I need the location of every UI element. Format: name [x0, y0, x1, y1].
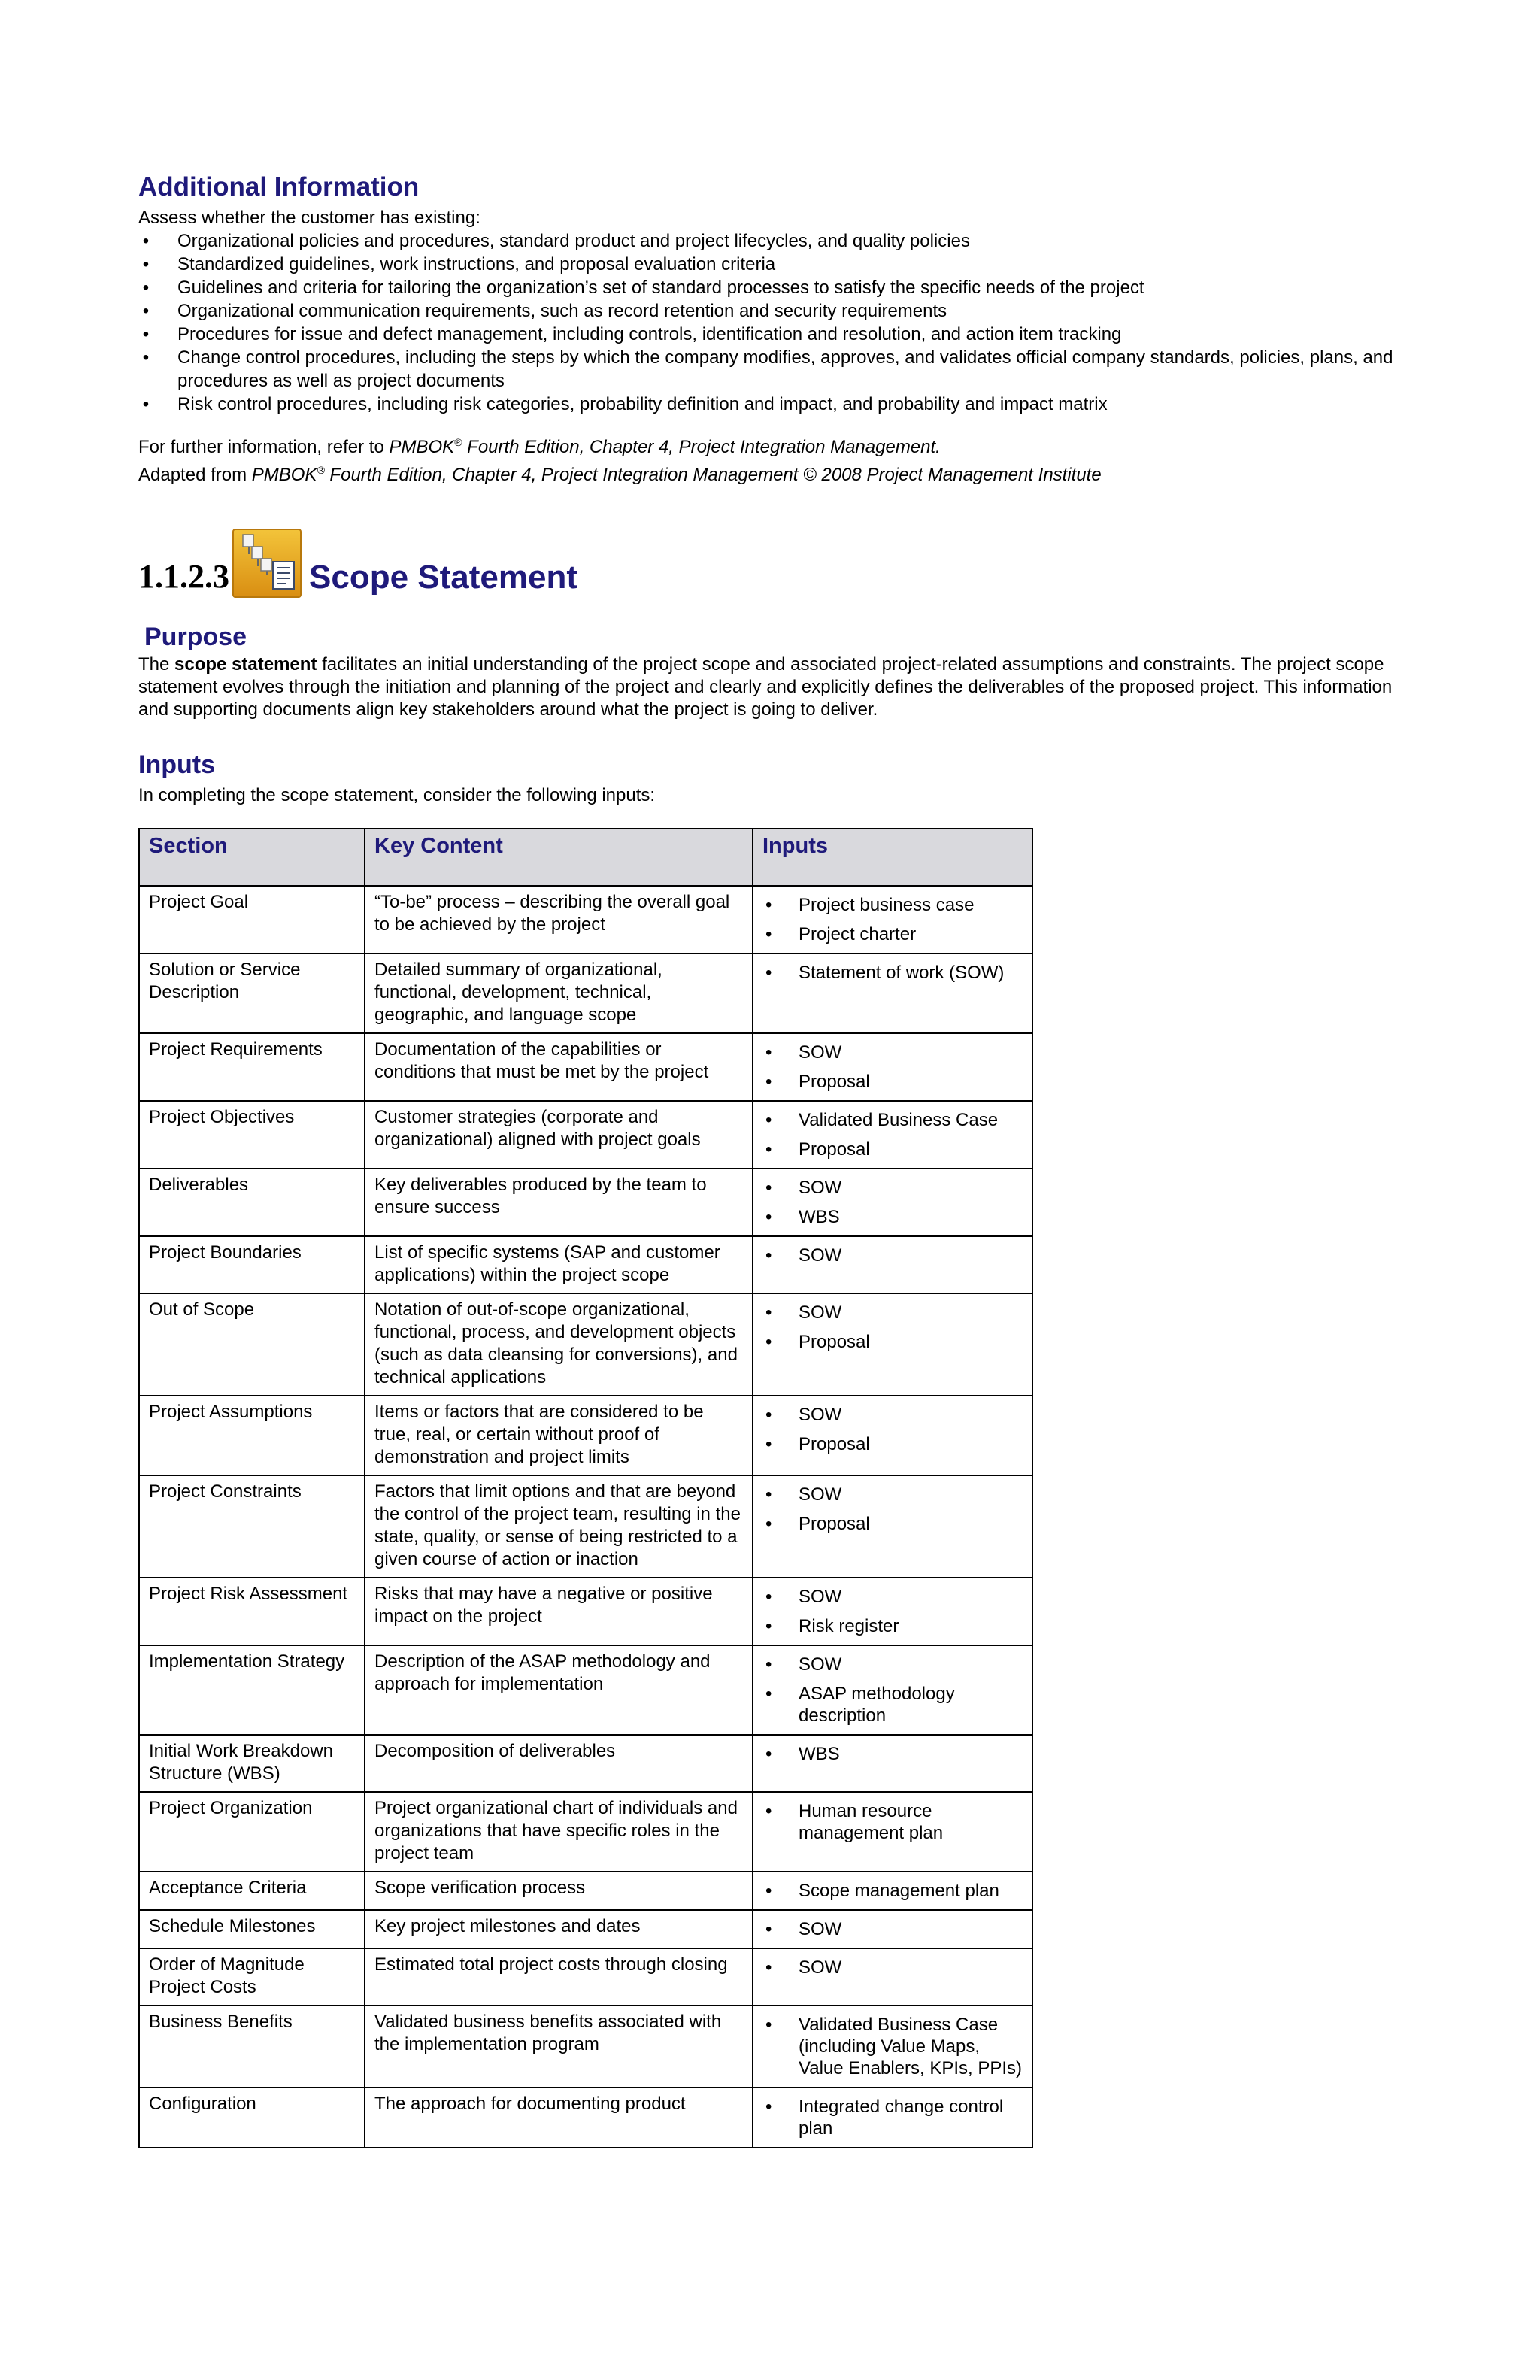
cell-inputs: [753, 1578, 1032, 1645]
reference-line-1: [138, 435, 1417, 459]
input-item: [762, 1138, 1027, 1160]
ref1-prefix: For further information, refer to: [138, 437, 390, 457]
bullet-icon: •: [765, 1110, 772, 1130]
column-header-section: Section: [139, 829, 365, 886]
input-item: [762, 1109, 1027, 1131]
input-item-text: Proposal: [799, 1514, 870, 1534]
input-item-text: Project charter: [799, 924, 917, 944]
input-item: [762, 2014, 1027, 2079]
purpose-text-bold: scope statement: [174, 654, 317, 675]
cell-key-content: Customer strategies (corporate and organizational) aligned with project goals: [365, 1101, 753, 1169]
cell-inputs: [753, 1792, 1032, 1872]
bullet-icon: •: [765, 1245, 772, 1266]
column-header-inputs: Inputs: [753, 829, 1032, 886]
bullet-icon: •: [142, 277, 150, 298]
list-item-text: Standardized guidelines, work instructions, and proposal evaluation criteria: [177, 254, 776, 274]
input-item-text: Proposal: [799, 1072, 870, 1092]
list-item-text: Change control procedures, including the steps by which the company modifies, approves, and validates official company standards, policies, plans, and procedures as well as project documents: [177, 347, 1393, 391]
table-row: [139, 2006, 1032, 2087]
ref2-prefix: Adapted from: [138, 465, 252, 485]
input-item: [762, 894, 1027, 916]
additional-info-title: Additional Information: [138, 172, 420, 202]
bullet-icon: •: [765, 1405, 772, 1425]
bullet-icon: •: [765, 2097, 772, 2117]
input-item-text: SOW: [799, 1654, 842, 1675]
cell-key-content: Scope verification process: [365, 1872, 753, 1910]
input-item: [762, 1615, 1027, 1637]
bullet-icon: •: [765, 1178, 772, 1198]
inputs-title: Inputs: [138, 750, 215, 779]
input-item: [762, 1880, 1027, 1902]
cell-key-content: Estimated total project costs through closing: [365, 1948, 753, 2006]
input-item: [762, 2096, 1027, 2139]
input-item: [762, 1918, 1027, 1940]
cell-key-content: Project organizational chart of individuals and organizations that have specific roles in the project team: [365, 1792, 753, 1872]
cell-section: Implementation Strategy: [139, 1645, 365, 1735]
list-item: [138, 393, 1417, 416]
cell-key-content: Description of the ASAP methodology and approach for implementation: [365, 1645, 753, 1735]
input-item-text: Scope management plan: [799, 1881, 999, 1901]
purpose-text: [138, 653, 1417, 721]
bullet-icon: •: [765, 1332, 772, 1352]
bullet-icon: •: [765, 1139, 772, 1160]
input-item: [762, 962, 1027, 984]
bullet-icon: •: [765, 1957, 772, 1978]
bullet-icon: •: [142, 324, 150, 344]
cell-section: Project Risk Assessment: [139, 1578, 365, 1645]
bullet-icon: •: [765, 1042, 772, 1063]
input-item-text: SOW: [799, 1245, 842, 1266]
purpose-text-after: facilitates an initial understanding of the project scope and associated project-related assumptions and constraints. The project scope statement evolves through the initiation and planning of the project and clearly and explicitly defines the deliverables of the proposed project. This information and supporting documents align key stakeholders around what the project is going to deliver.: [138, 654, 1393, 720]
table-row: [139, 1293, 1032, 1396]
input-item-text: Risk register: [799, 1616, 899, 1636]
bullet-icon: •: [765, 924, 772, 944]
cell-inputs: [753, 1872, 1032, 1910]
ref2-rest: Fourth Edition, Chapter 4, Project Integration Management © 2008 Project Management Institute: [324, 465, 1102, 485]
cell-inputs: [753, 1236, 1032, 1293]
cell-inputs: [753, 1645, 1032, 1735]
cell-section: Initial Work Breakdown Structure (WBS): [139, 1735, 365, 1792]
input-item: [762, 1404, 1027, 1426]
input-item-text: SOW: [799, 1302, 842, 1323]
cell-inputs: [753, 2006, 1032, 2087]
cell-section: Project Objectives: [139, 1101, 365, 1169]
input-item-text: SOW: [799, 1587, 842, 1607]
bullet-icon: •: [765, 1684, 772, 1704]
table-row: [139, 1236, 1032, 1293]
table-row: [139, 1645, 1032, 1735]
cell-key-content: The approach for documenting product: [365, 2087, 753, 2148]
cell-section: Project Goal: [139, 886, 365, 954]
input-item-text: Proposal: [799, 1434, 870, 1454]
input-item-text: WBS: [799, 1744, 840, 1764]
inputs-intro: In completing the scope statement, consider the following inputs:: [138, 785, 656, 805]
table-row: [139, 1101, 1032, 1169]
cell-section: Project Assumptions: [139, 1396, 365, 1475]
cell-inputs: [753, 1948, 1032, 2006]
table-row: [139, 886, 1032, 954]
input-item-text: SOW: [799, 1957, 842, 1978]
input-item: [762, 1586, 1027, 1608]
list-item: [138, 346, 1417, 393]
table-row: [139, 1033, 1032, 1101]
table-header-row: [139, 829, 1032, 886]
cell-key-content: Key project milestones and dates: [365, 1910, 753, 1948]
cell-key-content: Items or factors that are considered to be true, real, or certain without proof of demonstration and project limits: [365, 1396, 753, 1475]
bullet-icon: •: [765, 2015, 772, 2035]
ref1-rest: Fourth Edition, Chapter 4, Project Integration Management.: [462, 437, 941, 457]
cell-inputs: [753, 1475, 1032, 1578]
bullet-icon: •: [765, 1302, 772, 1323]
cell-key-content: Decomposition of deliverables: [365, 1735, 753, 1792]
bullet-icon: •: [142, 347, 150, 368]
ref1-pmbok: PMBOK: [389, 437, 455, 457]
cell-key-content: Factors that limit options and that are beyond the control of the project team, resulting in the state, quality, or sense of being restricted to a given course of action or inaction: [365, 1475, 753, 1578]
cell-section: Project Requirements: [139, 1033, 365, 1101]
list-item: [138, 229, 1417, 253]
cell-key-content: “To-be” process – describing the overall goal to be achieved by the project: [365, 886, 753, 954]
bullet-icon: •: [765, 1801, 772, 1821]
input-item-text: Proposal: [799, 1139, 870, 1160]
input-item: [762, 1484, 1027, 1505]
cell-inputs: [753, 1735, 1032, 1792]
cell-section: Project Boundaries: [139, 1236, 365, 1293]
bullet-icon: •: [765, 1207, 772, 1227]
cell-inputs: [753, 1033, 1032, 1101]
additional-info-intro: Assess whether the customer has existing:: [138, 208, 480, 228]
cell-section: Project Organization: [139, 1792, 365, 1872]
list-item-text: Guidelines and criteria for tailoring the organization’s set of standard processes to satisfy the specific needs of the project: [177, 277, 1144, 298]
input-item: [762, 1071, 1027, 1093]
list-item: [138, 299, 1417, 323]
bullet-icon: •: [765, 1616, 772, 1636]
table-row: [139, 1948, 1032, 2006]
input-item-text: Statement of work (SOW): [799, 963, 1005, 983]
cell-key-content: List of specific systems (SAP and customer applications) within the project scope: [365, 1236, 753, 1293]
column-header-key-content: Key Content: [365, 829, 753, 886]
bullet-icon: •: [765, 1919, 772, 1939]
cell-inputs: [753, 1396, 1032, 1475]
cell-inputs: [753, 1293, 1032, 1396]
heading-number: 1.1.2.3: [138, 558, 229, 595]
input-item-text: Validated Business Case: [799, 1110, 999, 1130]
table-row: [139, 2087, 1032, 2148]
bullet-icon: •: [765, 1484, 772, 1505]
additional-info-bullets: [138, 229, 1417, 416]
input-item-text: Project business case: [799, 895, 975, 915]
input-item: [762, 1245, 1027, 1266]
input-item-text: Proposal: [799, 1332, 870, 1352]
input-item: [762, 1957, 1027, 1978]
input-item: [762, 1800, 1027, 1844]
bullet-icon: •: [765, 1587, 772, 1607]
reference-line-2: [138, 463, 1417, 487]
cell-key-content: Validated business benefits associated with the implementation program: [365, 2006, 753, 2087]
list-item: [138, 323, 1417, 346]
cell-section: Project Constraints: [139, 1475, 365, 1578]
bullet-icon: •: [142, 231, 150, 251]
cell-section: Configuration: [139, 2087, 365, 2148]
table-row: [139, 1910, 1032, 1948]
input-item-text: ASAP methodology description: [799, 1684, 955, 1726]
table-row: [139, 1872, 1032, 1910]
table-row: [139, 1475, 1032, 1578]
input-item: [762, 923, 1027, 945]
input-item: [762, 1302, 1027, 1323]
input-item: [762, 1513, 1027, 1535]
input-item: [762, 1041, 1027, 1063]
bullet-icon: •: [765, 1654, 772, 1675]
table-row: [139, 1735, 1032, 1792]
purpose-title: Purpose: [144, 623, 247, 651]
input-item-text: Human resource management plan: [799, 1801, 944, 1843]
bullet-icon: •: [765, 1072, 772, 1092]
cell-inputs: [753, 954, 1032, 1033]
input-item: [762, 1331, 1027, 1353]
input-item: [762, 1683, 1027, 1727]
input-item-text: SOW: [799, 1484, 842, 1505]
input-item-text: SOW: [799, 1042, 842, 1063]
table-row: [139, 954, 1032, 1033]
cell-inputs: [753, 1169, 1032, 1236]
cell-inputs: [753, 1910, 1032, 1948]
cell-key-content: Detailed summary of organizational, functional, development, technical, geographic, and language scope: [365, 954, 753, 1033]
cell-key-content: Key deliverables produced by the team to ensure success: [365, 1169, 753, 1236]
input-item-text: SOW: [799, 1919, 842, 1939]
ref1-reg: ®: [454, 436, 462, 448]
input-item: [762, 1743, 1027, 1765]
cell-section: Business Benefits: [139, 2006, 365, 2087]
bullet-icon: •: [142, 394, 150, 414]
cell-section: Schedule Milestones: [139, 1910, 365, 1948]
cell-section: Out of Scope: [139, 1293, 365, 1396]
list-item-text: Organizational policies and procedures, standard product and project lifecycles, and quality policies: [177, 231, 970, 251]
heading-title: Scope Statement: [309, 559, 578, 596]
inputs-table-body: [139, 886, 1032, 2148]
document-hierarchy-icon: [232, 529, 302, 598]
bullet-icon: •: [765, 895, 772, 915]
cell-key-content: Documentation of the capabilities or conditions that must be met by the project: [365, 1033, 753, 1101]
cell-section: Order of Magnitude Project Costs: [139, 1948, 365, 2006]
bullet-icon: •: [765, 1514, 772, 1534]
table-row: [139, 1169, 1032, 1236]
bullet-icon: •: [142, 254, 150, 274]
list-item: [138, 253, 1417, 276]
cell-section: Acceptance Criteria: [139, 1872, 365, 1910]
scope-statement-heading: [138, 515, 1417, 598]
bullet-icon: •: [765, 1881, 772, 1901]
cell-inputs: [753, 1101, 1032, 1169]
list-item-text: Procedures for issue and defect management, including controls, identification and resolution, and action item tracking: [177, 324, 1122, 344]
bullet-icon: •: [765, 1744, 772, 1764]
table-row: [139, 1578, 1032, 1645]
list-item-text: Organizational communication requirements, such as record retention and security requirements: [177, 301, 947, 321]
input-item-text: Validated Business Case (including Value Maps, Value Enablers, KPIs, PPIs): [799, 2015, 1023, 2078]
inputs-table: [138, 828, 1033, 2148]
list-item-text: Risk control procedures, including risk categories, probability definition and impact, and probability and impact matrix: [177, 394, 1108, 414]
input-item-text: Integrated change control plan: [799, 2097, 1004, 2139]
input-item: [762, 1654, 1027, 1675]
input-item-text: SOW: [799, 1405, 842, 1425]
bullet-icon: •: [142, 301, 150, 321]
cell-section: Deliverables: [139, 1169, 365, 1236]
purpose-text-before: The: [138, 654, 175, 675]
content: [138, 170, 1417, 2148]
input-item-text: SOW: [799, 1178, 842, 1198]
cell-key-content: Risks that may have a negative or positive impact on the project: [365, 1578, 753, 1645]
ref2-reg: ®: [317, 464, 325, 476]
cell-key-content: Notation of out-of-scope organizational, functional, process, and development objects (such as data cleansing for conversions), and technical applications: [365, 1293, 753, 1396]
ref2-pmbok: PMBOK: [251, 465, 317, 485]
table-row: [139, 1396, 1032, 1475]
table-row: [139, 1792, 1032, 1872]
cell-section: Solution or Service Description: [139, 954, 365, 1033]
input-item: [762, 1433, 1027, 1455]
input-item-text: WBS: [799, 1207, 840, 1227]
input-item: [762, 1177, 1027, 1199]
list-item: [138, 276, 1417, 299]
bullet-icon: •: [765, 963, 772, 983]
cell-inputs: [753, 886, 1032, 954]
bullet-icon: •: [765, 1434, 772, 1454]
input-item: [762, 1206, 1027, 1228]
cell-inputs: [753, 2087, 1032, 2148]
